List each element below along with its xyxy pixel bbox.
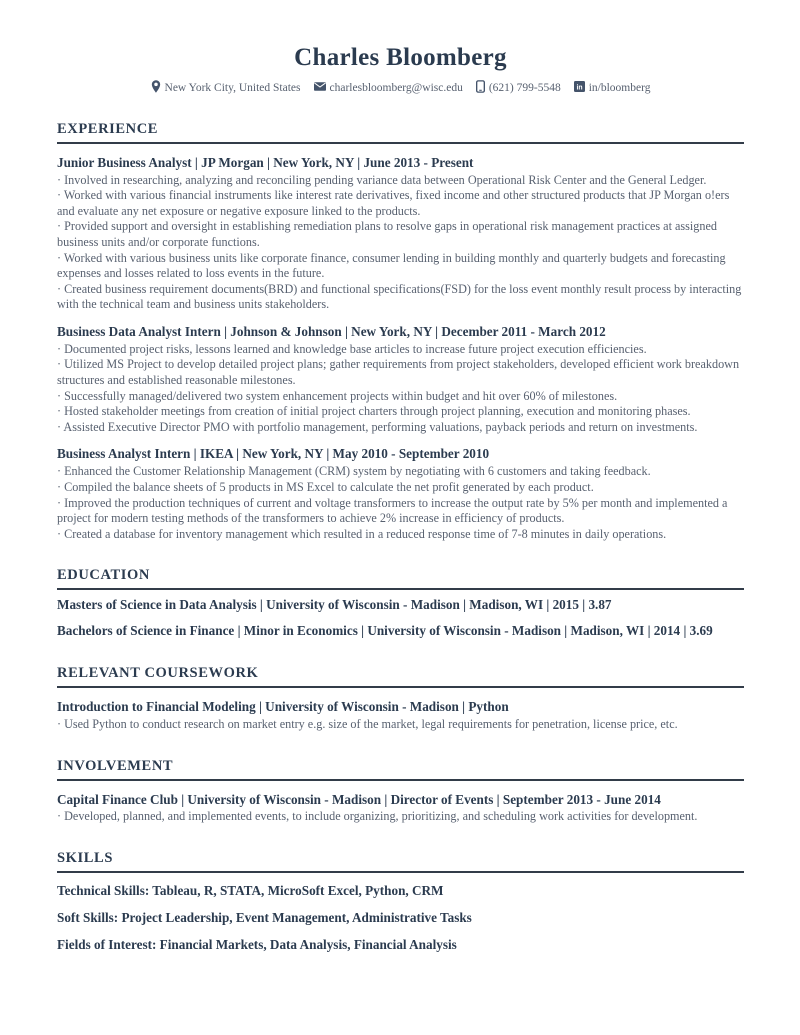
job-title: Junior Business Analyst | JP Morgan | New York, NY | June 2013 - Present: [57, 154, 474, 170]
candidate-name: Charles Bloomberg: [294, 44, 507, 71]
education-entry-bachelors: Bachelors of Science in Finance | Minor in Economics | University of Wisconsin - Madison | Madison, WI | 2014 | 3.69: [57, 623, 713, 639]
coursework-entry: [57, 699, 744, 732]
bullet-item: · Created business requirement documents(BRD) and functional specifications(FSD) for the loss event monthly result process by interacting with the technical team and business units stakeholders.: [57, 281, 742, 312]
contact-phone-text: (621) 799-5548: [488, 81, 561, 94]
section-coursework: [57, 665, 744, 732]
job-title: Business Analyst Intern | IKEA | New York, NY | May 2010 - September 2010: [57, 446, 490, 462]
involvement-title: Capital Finance Club | University of Wisconsin - Madison | Director of Events | September 2013 - June 2014: [57, 791, 661, 807]
bullet-item: · Improved the production techniques of current and voltage transformers to increase the output rate by 5% per month and implemented a project for modern testing methods of the transformers to achieve 2% increase in efficiency of products.: [57, 495, 728, 526]
section-title-education: EDUCATION: [57, 567, 744, 590]
contact-email-text: charlesbloomberg@wisc.edu: [329, 81, 463, 94]
bullet-item: · Used Python to conduct research on market entry e.g. size of the market, legal requirements for penetration, license price, etc.: [57, 716, 678, 731]
bullet-item: · Utilized MS Project to develop detailed project plans; gather requirements from project stakeholders, developed efficient work breakdown structures and established reasonable milestones.: [57, 357, 740, 388]
job-bullets: [57, 464, 744, 542]
contact-linkedin: [574, 81, 651, 95]
bullet-item: · Compiled the balance sheets of 5 products in MS Excel to calculate the net profit generated by each product.: [57, 479, 594, 494]
job-entry-ikea: [57, 446, 744, 542]
bullet-item: · Hosted stakeholder meetings from creation of initial project charters through project planning, execution and monitoring phases.: [57, 404, 691, 419]
bullet-item: · Successfully managed/delivered two system enhancement projects within budget and hit over 60% of milestones.: [57, 388, 618, 403]
bullet-item: · Worked with various financial instruments like interest rate derivatives, fixed income and other structured products that JP Morgan o!ers and evaluate any net exposure or negative exposure linked to the products.: [57, 188, 730, 218]
mobile-phone-icon: [476, 80, 485, 96]
map-marker-icon: [151, 80, 161, 96]
skills-line-technical: Technical Skills: Tableau, R, STATA, MicroSoft Excel, Python, CRM: [57, 883, 444, 899]
svg-text:in: in: [576, 84, 583, 91]
skills-line-soft: Soft Skills: Project Leadership, Event Management, Administrative Tasks: [57, 909, 472, 925]
job-entry-johnson: [57, 324, 744, 435]
bullet-item: · Documented project risks, lessons learned and knowledge base articles to increase future project execution efficiencies.: [57, 341, 647, 356]
section-title-experience: EXPERIENCE: [57, 121, 744, 144]
section-involvement: [57, 758, 744, 825]
section-experience: [57, 121, 744, 543]
section-title-involvement: INVOLVEMENT: [57, 758, 744, 781]
job-entry-jpmorgan: [57, 155, 744, 313]
skills-line-interests: Fields of Interest: Financial Markets, Data Analysis, Financial Analysis: [57, 936, 457, 952]
bullet-item: · Created a database for inventory management which resulted in a reduced response time of 7-8 minutes in daily operations.: [57, 526, 667, 541]
contact-phone: [476, 80, 561, 96]
coursework-bullets: [57, 717, 744, 733]
section-skills: [57, 850, 744, 954]
contact-location: [151, 80, 301, 96]
bullet-item: · Assisted Executive Director PMO with portfolio management, performing valuations, payback periods and return on investments.: [57, 419, 698, 434]
resume-header: [57, 44, 744, 96]
linkedin-icon: [574, 81, 585, 95]
bullet-item: · Provided support and oversight in establishing remediation plans to resolve gaps in operational risk management practices at assigned business units and/or corporate functions.: [57, 219, 717, 250]
contact-email: [314, 82, 463, 94]
job-title: Business Data Analyst Intern | Johnson & Johnson | New York, NY | December 2011 - March 2012: [57, 323, 606, 339]
bullet-item: · Enhanced the Customer Relationship Management (CRM) system by negotiating with 6 customers and taking feedback.: [57, 464, 651, 479]
bullet-item: · Involved in researching, analyzing and reconciling pending variance data between Operational Risk Center and the General Ledger.: [57, 172, 707, 187]
bullet-item: · Developed, planned, and implemented events, to include organizing, prioritizing, and scheduling work activities for development.: [57, 809, 698, 824]
education-entry-masters: Masters of Science in Data Analysis | University of Wisconsin - Madison | Madison, WI | 2015 | 3.87: [57, 597, 612, 613]
contact-linkedin-text: in/bloomberg: [588, 81, 651, 94]
contact-row: [57, 80, 744, 96]
envelope-icon: [314, 82, 326, 94]
involvement-entry: [57, 792, 744, 825]
bullet-item: · Worked with various business units like corporate finance, consumer lending in building monthly and quarterly budgets and forecasting expenses and losses related to loss events in the future.: [57, 250, 726, 281]
contact-location-text: New York City, United States: [164, 81, 301, 94]
job-bullets: [57, 342, 744, 436]
involvement-bullets: [57, 809, 744, 825]
job-bullets: [57, 173, 744, 313]
section-title-skills: SKILLS: [57, 850, 744, 873]
section-education: [57, 567, 744, 640]
section-title-coursework: RELEVANT COURSEWORK: [57, 665, 744, 688]
coursework-title: Introduction to Financial Modeling | University of Wisconsin - Madison | Python: [57, 699, 509, 715]
